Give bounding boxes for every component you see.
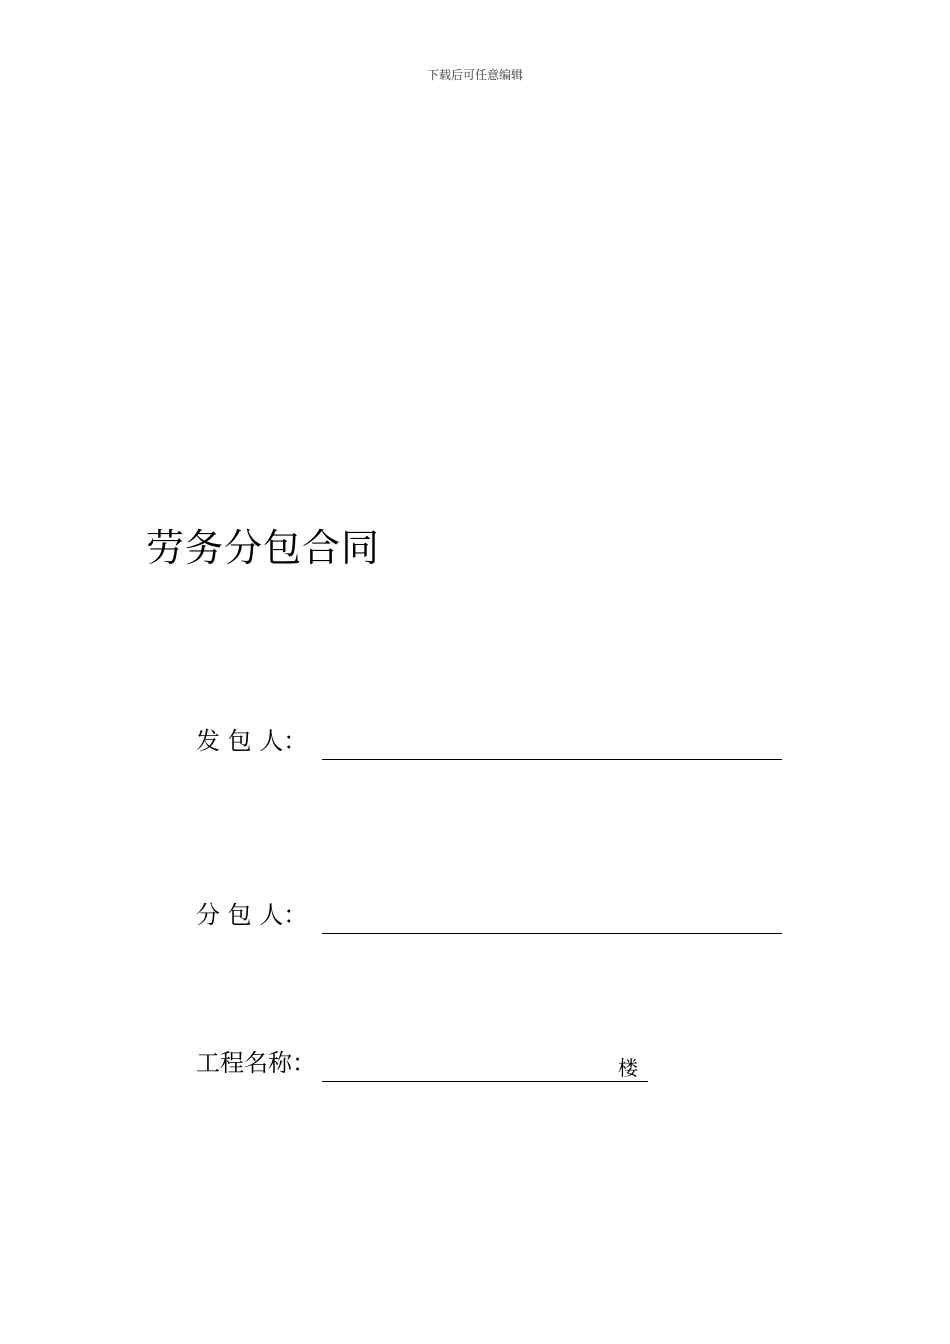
- project-name-suffix: 楼: [618, 1056, 638, 1080]
- project-name-field: [196, 1042, 796, 1082]
- header-note: 下载后可任意编辑: [426, 68, 523, 82]
- subcontractor-field: [196, 894, 796, 934]
- subcontractor-label: 分 包 人：: [196, 901, 308, 929]
- document-title: 劳务分包合同: [146, 526, 381, 570]
- contractor-label: 发 包 人：: [196, 727, 308, 755]
- project-name-blank-line[interactable]: [322, 1081, 648, 1082]
- contractor-field: [196, 720, 796, 760]
- subcontractor-blank-line[interactable]: [322, 933, 782, 934]
- project-name-label: 工程名称：: [196, 1049, 316, 1077]
- contractor-blank-line[interactable]: [322, 759, 782, 760]
